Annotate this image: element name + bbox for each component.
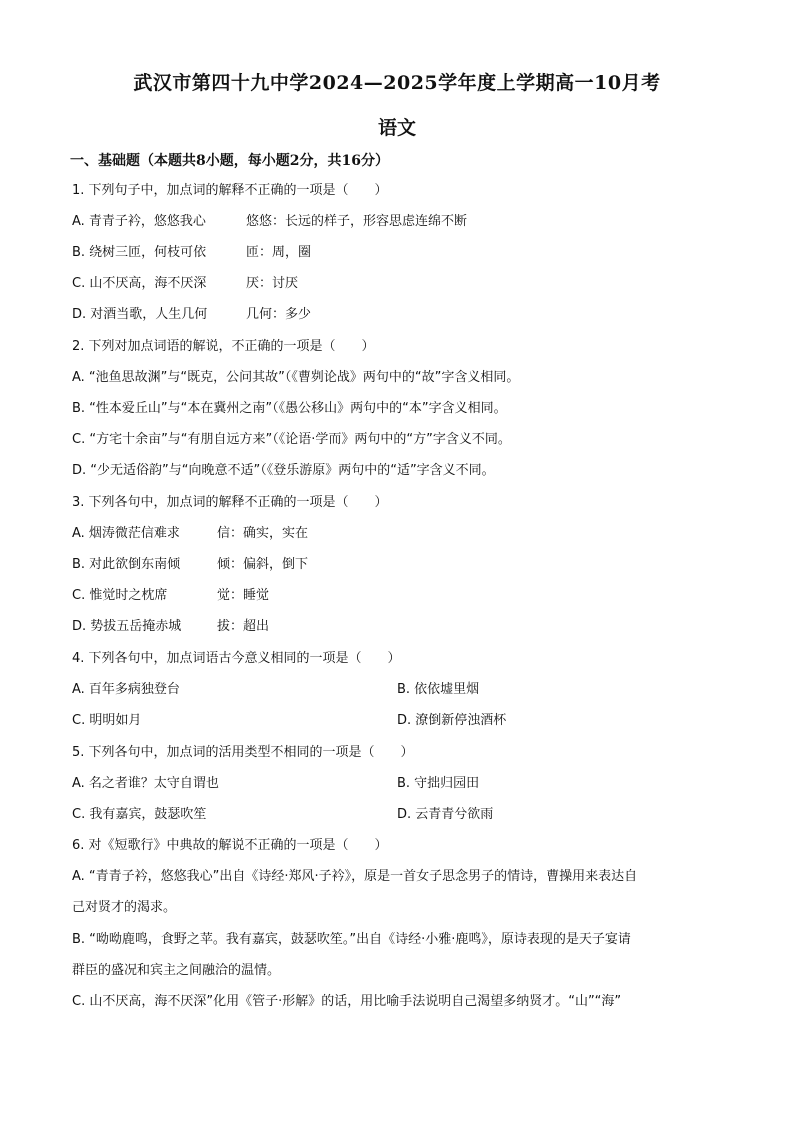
option-text: C. 山不厌高，海不厌深 [72, 276, 207, 291]
question-6-option-a-line1: A. “青青子衿，悠悠我心”出自《诗经·郑风·子衿》，原是一首女子思念男子的情诗，曹操用来表达自 [72, 869, 638, 884]
question-1-stem: 1. 下列句子中，加点词的解释不正确的一项是（ ） [72, 183, 388, 198]
question-3-option-d [72, 618, 269, 636]
option-text: B. 对此欲倒东南倾 [72, 557, 181, 572]
question-6-option-c-line1: C. 山不厌高，海不厌深”化用《管子·形解》的话，用比喻手法说明自己渴望多纳贤才。“山”“海” [72, 994, 622, 1009]
question-1-option-a [72, 213, 467, 231]
option-note: 厌：讨厌 [246, 276, 299, 291]
question-3-option-a [72, 525, 308, 543]
question-1-option-d [72, 306, 311, 324]
question-2-option-c: C. “方宅十余亩”与“有朋自远方来”（《论语·学而》两句中的“方”字含义不同。 [72, 432, 511, 447]
option-text: D. 势拔五岳掩赤城 [72, 619, 182, 634]
question-2-option-b: B. “性本爱丘山”与“本在冀州之南”（《愚公移山》两句中的“本”字含义相同。 [72, 401, 507, 416]
question-6-option-b-line1: B. “呦呦鹿鸣，食野之苹。我有嘉宾，鼓瑟吹笙。”出自《诗经·小雅·鹿鸣》，原诗表现的是天子宴请 [72, 932, 631, 947]
question-6-stem: 6. 对《短歌行》中典故的解说不正确的一项是（ ） [72, 838, 388, 853]
option-note: 觉：睡觉 [217, 588, 270, 603]
question-4-stem: 4. 下列各句中，加点词语古今意义相同的一项是（ ） [72, 651, 401, 666]
question-2-option-a: A. “池鱼思故渊”与“既克，公问其故”（《曹刿论战》两句中的“故”字含义相同。 [72, 370, 520, 385]
option-note: 几何：多少 [246, 307, 312, 322]
question-5-option-d: D. 云青青兮欲雨 [397, 807, 494, 822]
question-6-option-b-line2: 群臣的盛况和宾主之间融洽的温情。 [72, 963, 281, 978]
option-text: A. 烟涛微茫信难求 [72, 526, 180, 541]
question-5-option-c: C. 我有嘉宾，鼓瑟吹笙 [72, 807, 207, 822]
option-text: A. 青青子衿，悠悠我心 [72, 214, 206, 229]
question-5-stem: 5. 下列各句中，加点词的活用类型不相同的一项是（ ） [72, 745, 414, 760]
section-heading: 一、基础题（本题共8小题，每小题2分，共16分） [70, 153, 389, 169]
question-3-option-b [72, 556, 308, 574]
option-note: 悠悠：长远的样子，形容思虑连绵不断 [246, 214, 468, 229]
option-note: 匝：周，圈 [246, 245, 312, 260]
option-text: B. 绕树三匝，何枝可依 [72, 245, 207, 260]
question-2-stem: 2. 下列对加点词语的解说，不正确的一项是（ ） [72, 339, 375, 354]
option-note: 拔：超出 [217, 619, 270, 634]
question-3-option-c [72, 587, 269, 605]
option-note: 信：确实，实在 [217, 526, 309, 541]
question-1-option-c [72, 275, 298, 293]
option-note: 倾：偏斜，倒下 [217, 557, 309, 572]
option-text: D. 对酒当歌，人生几何 [72, 307, 208, 322]
subject-title: 语文 [377, 117, 416, 139]
question-3-stem: 3. 下列各句中，加点词的解释不正确的一项是（ ） [72, 495, 388, 510]
question-6-option-a-line2: 己对贤才的渴求。 [72, 900, 177, 915]
question-5-option-b: B. 守拙归园田 [397, 776, 480, 791]
question-4-option-c: C. 明明如月 [72, 713, 142, 728]
question-2-option-d: D. “少无适俗韵”与“向晚意不适”（《登乐游原》两句中的“适”字含义不同。 [72, 463, 495, 478]
question-4-option-d: D. 潦倒新停浊酒杯 [397, 713, 507, 728]
page-title: 武汉市第四十九中学2024—2025学年度上学期高一10月考 [133, 72, 661, 94]
question-4-option-a: A. 百年多病独登台 [72, 682, 180, 697]
question-4-option-b: B. 依依墟里烟 [397, 682, 480, 697]
option-text: C. 惟觉时之枕席 [72, 588, 168, 603]
question-5-option-a: A. 名之者谁？太守自谓也 [72, 776, 219, 791]
question-1-option-b [72, 244, 311, 262]
